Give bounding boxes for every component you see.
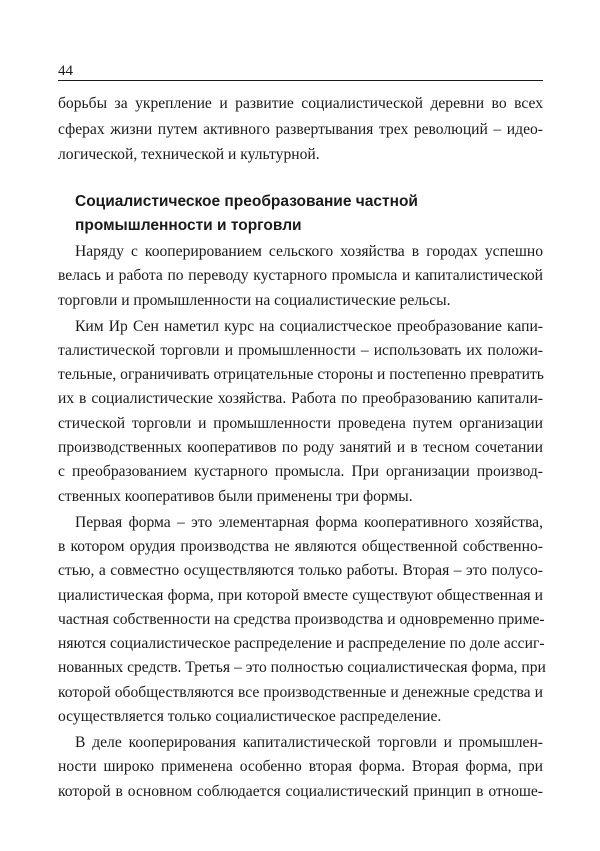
text-line: которой обобществляются все производственные и денежные средства и — [58, 684, 543, 701]
text-line: сферах жизни путем активного развертывания трех революций – идео- — [58, 121, 543, 138]
text-line: стью, а совместно осуществляются только работы. Вторая – это полусо- — [58, 562, 543, 579]
text-line: которой в основном соблюдается социалистический принцип в отноше- — [58, 783, 543, 800]
text-line: талистической торговли и промышленности – использовать их положи- — [58, 342, 543, 359]
text-line: циалистическая форма, при которой вместе существуют общественная и — [58, 587, 543, 604]
text-line: логической, технической и культурной. — [58, 146, 320, 163]
text-line: их в социалистические хозяйства. Работа по преобразованию капитали- — [58, 390, 543, 407]
text-line: нованных средств. Третья – это полностью социалистическая форма, при — [58, 659, 546, 676]
heading-line: Социалистическое преобразование частной — [75, 193, 418, 210]
text-line: тельные, ограничивать отрицательные стороны и постепенно превратить — [58, 366, 544, 383]
text-line: производственных кооперативов по роду занятий и в тесном сочетании — [58, 439, 543, 456]
text-line: стической торговли и промышленности проведена путем организации — [58, 415, 543, 432]
text-line: частная собственности на средства производства и одновременно приме- — [58, 611, 545, 628]
text-line: борьбы за укрепление и развитие социалистической деревни во всех — [58, 95, 543, 112]
text-line: Ким Ир Сен наметил курс на социалистческое преобразование капи- — [75, 318, 543, 335]
text-line: в котором орудия производства не являются общественной собственно- — [58, 538, 543, 555]
text-line: с преобразованием кустарного промысла. При организации производ- — [58, 463, 543, 480]
text-line: В деле кооперирования капиталистической торговли и промышлен- — [75, 734, 543, 751]
text-line: осуществляется только социалистическое распределение. — [58, 708, 442, 725]
text-line: няются социалистическое распределение и распределение по доле ассиг- — [58, 635, 545, 652]
text-line: Наряду с кооперированием сельского хозяйства в городах успешно — [75, 243, 543, 260]
page-number: 44 — [58, 63, 73, 79]
text-line: Первая форма – это элементарная форма кооперативного хозяйства, — [75, 514, 543, 531]
text-line: ности широко применена особенно вторая форма. Вторая форма, при — [58, 758, 543, 775]
text-line: велась и работа по переводу кустарного промысла и капиталистической — [58, 267, 543, 284]
text-line: торговли и промышленности на социалистические рельсы. — [58, 292, 451, 309]
text-line: ственных кооперативов были применены три формы. — [58, 488, 413, 505]
header-divider — [58, 80, 543, 81]
heading-line: промышленности и торговли — [75, 217, 302, 234]
